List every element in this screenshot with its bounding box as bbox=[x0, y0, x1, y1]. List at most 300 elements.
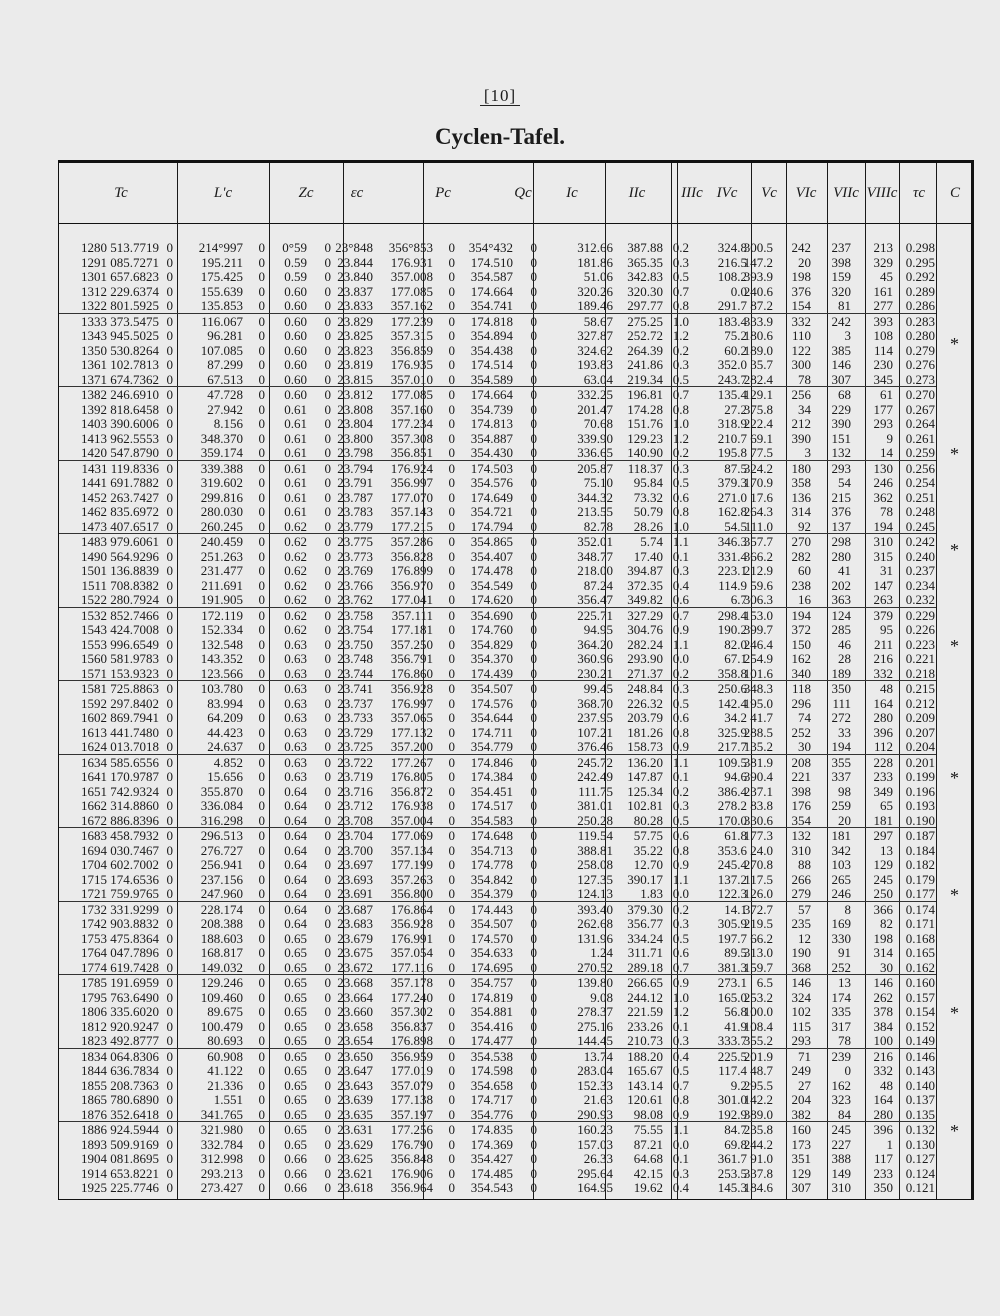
table-cell: 1483 979.6061 bbox=[81, 534, 159, 549]
table-cell: 0 bbox=[530, 328, 537, 343]
table-cell: 0 bbox=[258, 563, 265, 578]
table-cell: 0 bbox=[530, 739, 537, 754]
table-cell: 273.1 bbox=[717, 975, 747, 990]
table-cell: 0 bbox=[530, 1136, 537, 1152]
table-cell: 0.124 bbox=[905, 1165, 935, 1181]
table-cell: 1904 081.8695 bbox=[81, 1151, 159, 1166]
table-cell: 177.138 bbox=[390, 1092, 433, 1107]
table-cell: 0 bbox=[324, 387, 331, 402]
table-cell: 203.79 bbox=[627, 710, 663, 725]
table-cell: 0 bbox=[166, 592, 173, 607]
table-cell: 285 bbox=[831, 622, 851, 637]
table-cell: 3 bbox=[804, 445, 811, 460]
table-row bbox=[59, 697, 936, 712]
table-cell: 0 bbox=[258, 739, 265, 754]
table-cell: 0 bbox=[448, 975, 455, 990]
header-rule bbox=[59, 223, 971, 224]
table-cell: 0.127 bbox=[905, 1151, 935, 1166]
table-cell: 175.425 bbox=[200, 269, 243, 284]
table-cell: 0 bbox=[530, 959, 537, 975]
table-cell: 0°59 bbox=[282, 240, 307, 255]
table-cell: 231.477 bbox=[200, 563, 243, 578]
table-cell: 0 bbox=[324, 518, 331, 534]
table-cell: 23.658 bbox=[337, 1018, 373, 1034]
table-cell: 348.77 bbox=[577, 548, 613, 564]
table-cell: 69.8 bbox=[724, 1136, 747, 1152]
table-cell: 0 bbox=[530, 445, 537, 460]
table-cell: 1.2 bbox=[672, 1004, 689, 1019]
table-cell: 0 bbox=[324, 1063, 331, 1078]
table-cell: 354.430 bbox=[470, 445, 513, 460]
table-cell: 0.298 bbox=[905, 240, 935, 255]
table-cell: 0 bbox=[258, 724, 265, 740]
table-cell: 354.842 bbox=[470, 871, 513, 887]
table-cell: 1704 602.7002 bbox=[81, 857, 159, 872]
table-cell: 313.0 bbox=[743, 945, 773, 960]
table-cell: 0.64 bbox=[284, 916, 307, 931]
table-cell: 89.5 bbox=[724, 945, 747, 960]
table-cell: 356.872 bbox=[390, 783, 433, 799]
table-cell: 0 bbox=[324, 754, 331, 770]
table-cell: 349.82 bbox=[627, 592, 663, 607]
table-cell: 0 bbox=[448, 930, 455, 946]
table-cell: 0 bbox=[324, 828, 331, 843]
table-cell: 354.543 bbox=[470, 1180, 513, 1195]
table-cell: 324.8 bbox=[717, 240, 747, 255]
table-cell: 282.24 bbox=[627, 636, 663, 652]
table-cell: 382 bbox=[791, 1106, 811, 1122]
table-cell: 198 bbox=[791, 269, 811, 284]
table-cell: 1333 373.5475 bbox=[81, 313, 159, 329]
table-row bbox=[59, 593, 936, 608]
table-cell: 174.510 bbox=[470, 254, 513, 270]
table-cell: 357.302 bbox=[390, 1004, 433, 1019]
table-cell: 147.2 bbox=[743, 254, 773, 270]
table-cell: 181.86 bbox=[577, 254, 613, 270]
table-cell: 173 bbox=[791, 1136, 811, 1152]
table-cell: 354.587 bbox=[470, 269, 513, 284]
table-cell: 66.2 bbox=[750, 930, 773, 946]
table-cell: 283.04 bbox=[577, 1063, 613, 1078]
table-cell: 78 bbox=[880, 504, 893, 519]
table-cell: 0.62 bbox=[284, 563, 307, 578]
table-cell: 356.837 bbox=[390, 1018, 433, 1034]
table-cell: 109.5 bbox=[717, 754, 747, 770]
table-cell: 1683 458.7932 bbox=[81, 828, 159, 843]
table-cell: 278.2 bbox=[717, 798, 747, 813]
table-cell: 0 bbox=[166, 622, 173, 637]
table-cell: 310 bbox=[791, 842, 811, 858]
table-cell: 0 bbox=[324, 783, 331, 799]
table-cell: 289.18 bbox=[627, 959, 663, 975]
table-cell: 256 bbox=[791, 387, 811, 402]
table-cell: 271.37 bbox=[627, 665, 663, 681]
table-cell: 0 bbox=[324, 695, 331, 711]
table-cell: 0.196 bbox=[905, 783, 935, 799]
table-cell: 0 bbox=[530, 754, 537, 770]
table-cell: 204 bbox=[791, 1092, 811, 1107]
table-cell: 354.451 bbox=[470, 783, 513, 799]
table-cell: 0.3 bbox=[672, 460, 689, 476]
table-cell: 0.199 bbox=[905, 769, 935, 784]
table-cell: 0 bbox=[258, 857, 265, 872]
table-cell: 0 bbox=[530, 769, 537, 784]
table-cell: 350 bbox=[831, 681, 851, 696]
table-cell: 16 bbox=[798, 592, 811, 607]
table-cell: 0 bbox=[258, 1048, 265, 1064]
table-cell: 0.65 bbox=[284, 945, 307, 960]
table-cell: 354.776 bbox=[470, 1106, 513, 1122]
table-cell: 0.295 bbox=[905, 254, 935, 270]
table-cell: 170.0 bbox=[717, 812, 747, 828]
table-cell: 332 bbox=[791, 313, 811, 329]
table-cell: 0.201 bbox=[905, 754, 935, 770]
table-cell: 47.728 bbox=[207, 387, 243, 402]
table-cell: 304.76 bbox=[627, 622, 663, 637]
table-cell: 1624 013.7018 bbox=[81, 739, 159, 754]
table-cell: 0.61 bbox=[284, 460, 307, 476]
table-cell: 0 bbox=[324, 357, 331, 372]
table-row bbox=[59, 388, 936, 403]
table-cell: 0 bbox=[258, 681, 265, 696]
table-cell: 291.7 bbox=[717, 298, 747, 313]
table-cell: 258.08 bbox=[577, 857, 613, 872]
table-cell: 0 bbox=[448, 518, 455, 534]
table-cell: 216 bbox=[873, 1048, 893, 1064]
table-cell: 20 bbox=[838, 812, 851, 828]
table-cell: 0 bbox=[258, 240, 265, 255]
table-cell: 91.0 bbox=[750, 1151, 773, 1166]
table-cell: 189.46 bbox=[577, 298, 613, 313]
table-cell: 174.598 bbox=[470, 1063, 513, 1078]
table-cell: 235 bbox=[791, 916, 811, 931]
table-cell: 348.3 bbox=[743, 681, 773, 696]
table-cell: 1522 280.7924 bbox=[81, 592, 159, 607]
table-cell: 23.840 bbox=[337, 269, 373, 284]
table-cell: 360.96 bbox=[577, 651, 613, 666]
table-cell: 13 bbox=[880, 842, 893, 858]
table-cell: 0 bbox=[324, 857, 331, 872]
table-cell: 176.790 bbox=[390, 1136, 433, 1152]
table-cell: 0 bbox=[448, 240, 455, 255]
table-cell: 265 bbox=[831, 871, 851, 887]
table-cell: 177.240 bbox=[390, 989, 433, 1005]
table-cell: 356.959 bbox=[390, 1048, 433, 1064]
table-cell: 195.8 bbox=[717, 445, 747, 460]
table-cell: 23.754 bbox=[337, 622, 373, 637]
table-cell: 177.069 bbox=[390, 828, 433, 843]
table-cell: 332 bbox=[873, 1063, 893, 1078]
table-cell: 20 bbox=[798, 254, 811, 270]
table-cell: 82.0 bbox=[724, 636, 747, 652]
table-cell: 0.4 bbox=[672, 1048, 689, 1064]
table-cell: 132 bbox=[791, 828, 811, 843]
table-cell: 0 bbox=[258, 798, 265, 813]
table-row bbox=[59, 1123, 936, 1138]
table-cell: 174.813 bbox=[470, 416, 513, 431]
table-cell: 357.010 bbox=[390, 371, 433, 387]
table-cell: 0 bbox=[324, 460, 331, 476]
table-cell: 1914 653.8221 bbox=[81, 1165, 159, 1181]
table-cell: 15.656 bbox=[207, 769, 243, 784]
table-cell: 98.08 bbox=[633, 1106, 663, 1122]
table-cell: 0 bbox=[448, 401, 455, 417]
table-cell: 0 bbox=[166, 371, 173, 387]
table-cell: 0 bbox=[448, 739, 455, 754]
table-cell: 0.64 bbox=[284, 842, 307, 858]
table-cell: 144.45 bbox=[577, 1033, 613, 1048]
table-cell: 0.61 bbox=[284, 489, 307, 505]
table-cell: 23.618 bbox=[337, 1180, 373, 1195]
table-cell: 181 bbox=[873, 812, 893, 828]
table-cell: 0 bbox=[448, 607, 455, 623]
table-cell: 212.9 bbox=[743, 563, 773, 578]
table-cell: 0 bbox=[530, 842, 537, 858]
table-cell: 169 bbox=[831, 916, 851, 931]
table-cell: 0.286 bbox=[905, 298, 935, 313]
table-cell: 8 bbox=[844, 901, 851, 917]
table-cell: 0 bbox=[530, 622, 537, 637]
table-cell: 63.04 bbox=[583, 371, 613, 387]
table-cell: 149.032 bbox=[200, 959, 243, 975]
table-cell: 23.779 bbox=[337, 518, 373, 534]
table-cell: 0.223 bbox=[905, 636, 935, 652]
table-cell: 0 bbox=[530, 475, 537, 490]
table-cell: 0.65 bbox=[284, 975, 307, 990]
table-cell: 111.75 bbox=[578, 783, 613, 799]
table-cell: 12 bbox=[798, 930, 811, 946]
table-cell: 249 bbox=[791, 1063, 811, 1078]
table-cell: 299.816 bbox=[200, 489, 243, 505]
table-cell: 1322 801.5925 bbox=[81, 298, 159, 313]
table-cell: 356.928 bbox=[390, 681, 433, 696]
table-cell: 0.7 bbox=[672, 283, 689, 299]
table-cell: 0.63 bbox=[284, 739, 307, 754]
table-cell: 132.548 bbox=[200, 636, 243, 652]
table-cell: 0 bbox=[166, 1077, 173, 1093]
table-cell: 23.766 bbox=[337, 577, 373, 593]
table-cell: 60 bbox=[798, 563, 811, 578]
table-cell: 201.9 bbox=[743, 1048, 773, 1064]
table-cell: 1865 780.6890 bbox=[81, 1092, 159, 1107]
table-cell: 354.507 bbox=[470, 681, 513, 696]
table-cell: 0 bbox=[448, 828, 455, 843]
table-cell: 191.905 bbox=[200, 592, 243, 607]
table-row bbox=[59, 1093, 936, 1108]
table-cell: 354.721 bbox=[470, 504, 513, 519]
table-cell: 0 bbox=[448, 1151, 455, 1166]
table-cell: 0 bbox=[324, 416, 331, 431]
table-cell: 337 bbox=[831, 769, 851, 784]
table-cell: 0.60 bbox=[284, 357, 307, 372]
table-cell: 0 bbox=[448, 1018, 455, 1034]
table-cell: 0 bbox=[530, 916, 537, 931]
table-cell: 0 bbox=[530, 695, 537, 711]
table-cell: 1413 962.5553 bbox=[81, 430, 159, 446]
table-row bbox=[59, 446, 936, 461]
table-cell: 210.7 bbox=[717, 430, 747, 446]
table-cell: 23.725 bbox=[337, 739, 373, 754]
table-cell: 0.61 bbox=[284, 504, 307, 519]
table-cell: 0 bbox=[166, 1180, 173, 1195]
table-cell: 215 bbox=[831, 489, 851, 505]
table-cell: 0 bbox=[530, 607, 537, 623]
table-cell: 0 bbox=[530, 269, 537, 284]
table-cell: 0 bbox=[448, 959, 455, 975]
table-cell: 242.49 bbox=[577, 769, 613, 784]
table-cell: 0 bbox=[324, 901, 331, 917]
table-cell: 174.649 bbox=[470, 489, 513, 505]
table-cell: 91 bbox=[838, 945, 851, 960]
table-cell: 293 bbox=[873, 416, 893, 431]
table-cell: 254.9 bbox=[743, 651, 773, 666]
table-cell: 174.717 bbox=[470, 1092, 513, 1107]
table-cell: 0 bbox=[258, 959, 265, 975]
table-cell: 147.87 bbox=[627, 769, 663, 784]
table-cell: 1893 509.9169 bbox=[81, 1136, 159, 1152]
table-cell: 0.4 bbox=[672, 577, 689, 593]
table-cell: 0 bbox=[324, 563, 331, 578]
table-cell: 1774 619.7428 bbox=[81, 959, 159, 975]
table-cell: 357.286 bbox=[390, 534, 433, 549]
table-cell: 0 bbox=[448, 1033, 455, 1048]
table-cell: 122.3 bbox=[717, 886, 747, 901]
table-cell: 0 bbox=[258, 298, 265, 313]
table-cell: 107.21 bbox=[577, 724, 613, 740]
table-cell: 23.815 bbox=[337, 371, 373, 387]
page-title: Cyclen-Tafel. bbox=[434, 124, 566, 149]
table-cell: 176.805 bbox=[390, 769, 433, 784]
table-cell: 390.4 bbox=[743, 769, 773, 784]
table-cell: 64.209 bbox=[207, 710, 243, 725]
table-cell: 174 bbox=[831, 989, 851, 1005]
table-cell: 0 bbox=[324, 724, 331, 740]
table-cell: 282 bbox=[791, 548, 811, 564]
table-cell: 0.61 bbox=[284, 475, 307, 490]
table-cell: 74 bbox=[798, 710, 811, 725]
table-cell: 398 bbox=[791, 783, 811, 799]
table-cell: 0.3 bbox=[672, 1033, 689, 1048]
table-cell: 245.4 bbox=[717, 857, 747, 872]
table-cell: 0.162 bbox=[905, 959, 935, 975]
table-cell: 0.62 bbox=[284, 622, 307, 637]
table-cell: 0 bbox=[530, 577, 537, 593]
table-cell: 341.765 bbox=[200, 1106, 243, 1122]
table-cell: 359.174 bbox=[200, 445, 243, 460]
table-cell: 23.808 bbox=[337, 401, 373, 417]
table-cell: 1.24 bbox=[590, 945, 613, 960]
table-cell: 0 bbox=[258, 592, 265, 607]
table-row bbox=[59, 799, 936, 814]
star-mark: * bbox=[950, 540, 959, 561]
table-cell: 0.160 bbox=[905, 975, 935, 990]
table-cell: 0 bbox=[166, 812, 173, 828]
table-cell: 354.370 bbox=[470, 651, 513, 666]
table-cell: 23.647 bbox=[337, 1063, 373, 1078]
table-cell: 0 bbox=[166, 1048, 173, 1064]
table-cell: 357.160 bbox=[390, 401, 433, 417]
table-cell: 58.67 bbox=[583, 313, 613, 329]
table-cell: 0 bbox=[258, 475, 265, 490]
table-cell: 0 bbox=[324, 298, 331, 313]
table-cell: 176 bbox=[791, 798, 811, 813]
table-cell: 357.308 bbox=[390, 430, 433, 446]
table-cell: 0.149 bbox=[905, 1033, 935, 1048]
table-row bbox=[59, 329, 936, 344]
table-cell: 242 bbox=[831, 313, 851, 329]
table-cell: 23.829 bbox=[337, 313, 373, 329]
table-cell: 0.9 bbox=[672, 622, 689, 637]
table-cell: 0.2 bbox=[672, 240, 689, 255]
table-cell: 177 bbox=[873, 401, 893, 417]
table-cell: 0.63 bbox=[284, 710, 307, 725]
table-cell: 0 bbox=[166, 504, 173, 519]
table-cell: 0 bbox=[530, 812, 537, 828]
star-mark: * bbox=[950, 1121, 959, 1141]
table-cell: 0 bbox=[166, 313, 173, 329]
table-cell: 320.26 bbox=[577, 283, 613, 299]
table-cell: 87.2 bbox=[750, 298, 773, 313]
table-cell: 0.171 bbox=[905, 916, 935, 931]
table-cell: 221 bbox=[791, 769, 811, 784]
table-cell: 0.5 bbox=[672, 1063, 689, 1078]
table-cell: 0 bbox=[166, 1165, 173, 1181]
table-cell: 0.5 bbox=[672, 695, 689, 711]
table-cell: 225.71 bbox=[577, 607, 613, 623]
table-row bbox=[59, 652, 936, 667]
table-cell: 240.459 bbox=[200, 534, 243, 549]
table-cell: 0 bbox=[530, 1151, 537, 1166]
table-cell: 0.261 bbox=[905, 430, 935, 446]
table-cell: 0.232 bbox=[905, 592, 935, 607]
table-cell: 0.60 bbox=[284, 371, 307, 387]
table-cell: 0.152 bbox=[905, 1018, 935, 1034]
table-cell: 0 bbox=[448, 812, 455, 828]
table-cell: 0 bbox=[324, 254, 331, 270]
table-cell: 174.760 bbox=[470, 622, 513, 637]
table-cell: 1473 407.6517 bbox=[81, 518, 159, 534]
table-cell: 0.64 bbox=[284, 886, 307, 901]
table-cell: 0.65 bbox=[284, 989, 307, 1005]
table-cell: 0.65 bbox=[284, 1033, 307, 1048]
table-cell: 356.791 bbox=[390, 651, 433, 666]
table-cell: 23.691 bbox=[337, 886, 373, 901]
table-cell: 385 bbox=[831, 342, 851, 358]
page-number: [10] bbox=[0, 86, 1000, 106]
table-cell: 60.908 bbox=[207, 1048, 243, 1064]
table-cell: 0 bbox=[448, 754, 455, 770]
table-cell: 358.8 bbox=[717, 665, 747, 681]
table-cell: 176.906 bbox=[390, 1165, 433, 1181]
table-cell: 21.63 bbox=[583, 1092, 613, 1107]
table-cell: 0 bbox=[448, 534, 455, 549]
table-cell: 356.77 bbox=[627, 916, 663, 931]
table-cell: 305.9 bbox=[717, 916, 747, 931]
table-cell: 330.6 bbox=[743, 812, 773, 828]
table-cell: 244.12 bbox=[627, 989, 663, 1005]
table-cell: 0 bbox=[166, 1092, 173, 1107]
table-cell: 318.9 bbox=[717, 416, 747, 431]
table-cell: 0 bbox=[530, 989, 537, 1005]
table-cell: 23.800 bbox=[337, 430, 373, 446]
table-cell: 388.81 bbox=[577, 842, 613, 858]
table-cell: 102.81 bbox=[627, 798, 663, 813]
column-header: VIIc bbox=[833, 185, 859, 201]
table-cell: 0 bbox=[530, 886, 537, 901]
table-cell: 0 bbox=[530, 1018, 537, 1034]
table-cell: 0 bbox=[258, 313, 265, 329]
table-cell: 143.14 bbox=[627, 1077, 663, 1093]
